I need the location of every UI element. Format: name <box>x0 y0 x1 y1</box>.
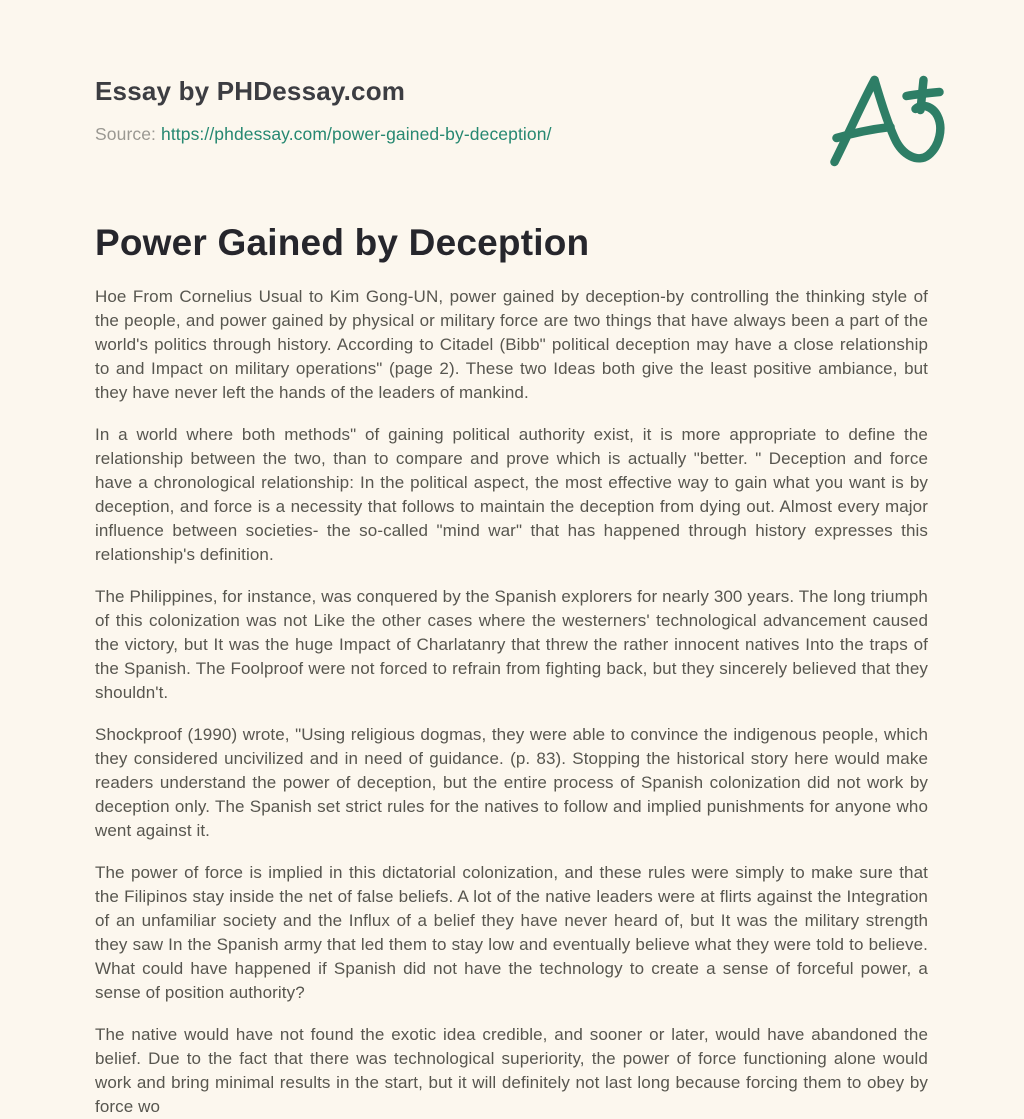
essay-paragraph: Shockproof (1990) wrote, "Using religious dogmas, they were able to convince the indigenous people, which they considered uncivilized and in need of guidance. (p. 83). Stopping the historical story here would make readers understand the power of deception, but the entire process of Spanish colonization did not work by deception only. The Spanish set strict rules for the natives to follow and implied punishments for anyone who went against it. <box>95 725 928 840</box>
essay-paragraph: In a world where both methods" of gaining political authority exist, it is more appropriate to define the relationship between the two, than to compare and prove which is actually "better. " Deception and force have a chronological relationship: In the political aspect, the most effective way to gain what you want is by deception, and force is a necessity that follows to maintain the deception from dying out. Almost every major influence between societies- the so-called "mind war" that has happened through history expresses this relationship's definition. <box>95 425 928 564</box>
essay-content <box>0 222 1024 1119</box>
page-title: Essay by PHDessay.com <box>95 76 406 106</box>
source-line <box>95 124 552 145</box>
essay-paragraph: The power of force is implied in this dictatorial colonization, and these rules were simply to make sure that the Filipinos stay inside the net of false beliefs. A lot of the native leaders were at flirts against the Integration of an unfamiliar society and the Influx of a belief they have never heard of, but It was the military strength they saw In the Spanish army that led them to stay low and eventually believe what they were told to believe. What could have happened if Spanish did not have the technology to create a sense of forceful power, a sense of position authority? <box>95 863 928 1002</box>
essay-title: Power Gained by Deception <box>95 222 590 263</box>
source-link[interactable]: https://phdessay.com/power-gained-by-deception/ <box>160 124 552 144</box>
source-label: Source: <box>95 124 157 144</box>
header-text-block <box>95 76 552 145</box>
header <box>0 0 1024 168</box>
phdessay-a-plus-logo-icon <box>822 72 958 168</box>
essay-paragraph: The Philippines, for instance, was conquered by the Spanish explorers for nearly 300 years. The long triumph of this colonization was not Like the other cases where the westerners' technological advancement caused the victory, but It was the huge Impact of Charlatanry that threw the rather innocent natives Into the traps of the Spanish. The Foolproof were not forced to refrain from fighting back, but they sincerely believed that they shouldn't. <box>95 587 928 702</box>
essay-paragraph: Hoe From Cornelius Usual to Kim Gong-UN, power gained by deception-by controlling the thinking style of the people, and power gained by physical or military force are two things that have always been a part of the world's politics through history. According to Citadel (Bibb" political deception may have a close relationship to and Impact on military operations" (page 2). These two Ideas both give the least positive ambiance, but they have never left the hands of the leaders of mankind. <box>95 287 928 402</box>
essay-paragraph: The native would have not found the exotic idea credible, and sooner or later, would have abandoned the belief. Due to the fact that there was technological superiority, the power of force functioning alone would work and bring minimal results in the start, but it will definitely not last long because forcing them to obey by force wo <box>95 1025 928 1116</box>
